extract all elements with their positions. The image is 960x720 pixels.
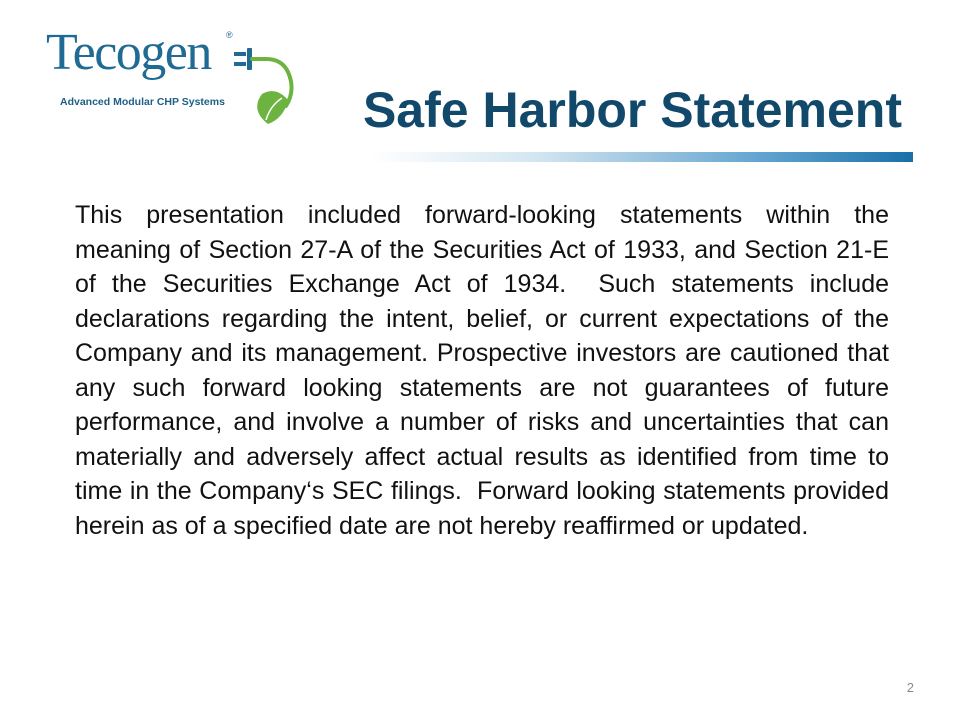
logo-wordmark: Tecogen [46,24,211,81]
safe-harbor-paragraph: This presentation included forward-looking statements within the meaning of Section 27-A of the Securities Act of 1933, and Section 21-E of the Securities Exchange Act of 1934. Such statements include declarations regarding the intent, belief, or current expectations of the Company and its management. Prospective investors are cautioned that any such forward looking statements are not guarantees of future performance, and involve a number of risks and uncertainties that can materially and adversely affect actual results as identified from time to time in the Company‘s SEC filings. Forward looking statements provided herein as of a specified date are not hereby reaffirmed or updated. [75,201,896,540]
slide-title: Safe Harbor Statement [362,82,902,138]
page-number: 2 [906,680,914,695]
company-logo [46,26,306,130]
plug-leaf-icon [232,40,304,128]
logo-tagline: Advanced Modular CHP Systems [60,96,225,108]
title-underline-rule [372,152,913,162]
logo-registered-mark: ® [226,30,233,40]
